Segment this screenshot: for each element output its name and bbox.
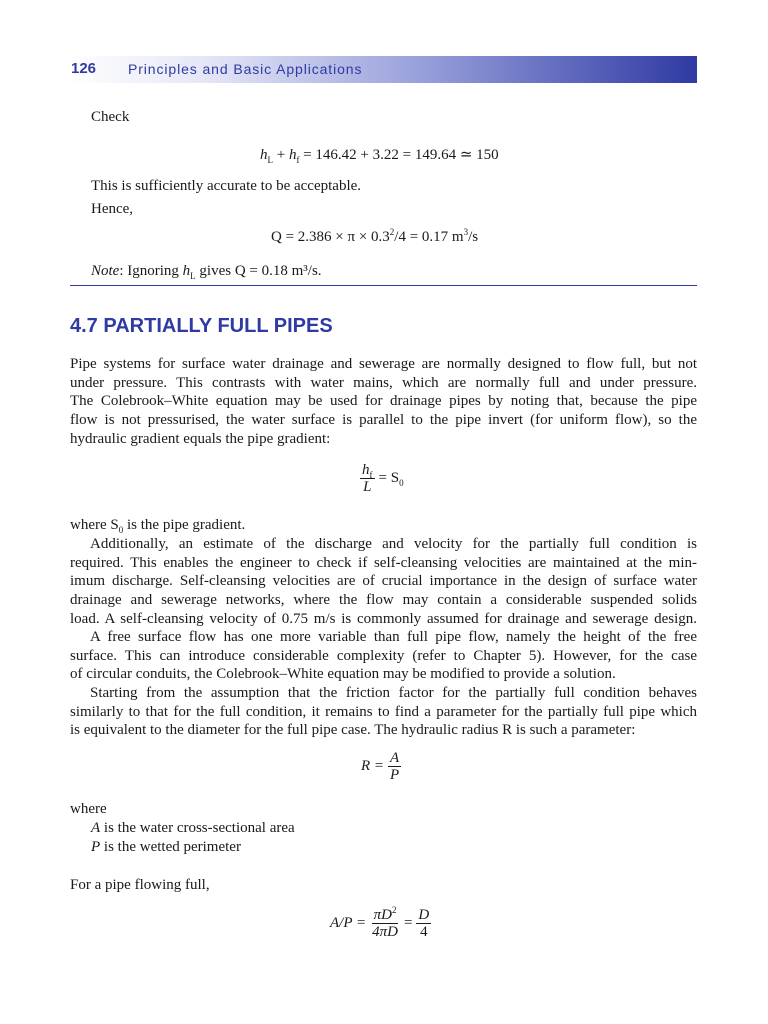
para1-line: under pressure. This contrasts with water mains, which are normally full and under pressure. <box>70 374 697 391</box>
para1-line: flow is not pressurised, the water surface is parallel to the pipe invert (for uniform flow), so the <box>70 412 697 429</box>
paragraph-hydraulic-radius <box>70 684 697 740</box>
eq-q-part1: Q = 2.386 × π × 0.3 <box>271 229 390 245</box>
note-h: h <box>182 263 191 279</box>
eq-ap-num1-sup: 2 <box>391 905 397 915</box>
eq-q-part2: /4 = 0.17 m <box>394 229 464 245</box>
eq-ap-den2: 4 <box>420 924 428 940</box>
para3-line: A free surface flow has one more variable than full pipe flow, namely the height of the free <box>90 629 697 645</box>
paragraph-estimate <box>70 535 697 629</box>
paragraph-intro <box>70 355 697 449</box>
where-s0-a: where S <box>70 517 119 533</box>
where-s0-b: is the pipe gradient. <box>123 517 246 533</box>
para4-line: Starting from the assumption that the friction factor for the partially full condition behaves <box>90 685 697 701</box>
equation-gradient <box>360 462 404 495</box>
eq-ap-num1: πD <box>373 907 392 923</box>
page-number: 126 <box>71 60 97 77</box>
note-text-b: gives Q = 0.18 m³/s. <box>195 263 322 279</box>
eq-hf-den: L <box>363 479 372 495</box>
where-s0-sub: 0 <box>118 525 124 535</box>
section-heading: 4.7 PARTIALLY FULL PIPES <box>70 315 333 337</box>
running-title: Principles and Basic Applications <box>128 61 363 77</box>
full-pipe-text: For a pipe flowing full, <box>70 877 210 893</box>
where-s0 <box>70 516 245 535</box>
accurate-text: This is sufficiently accurate to be acceptable. <box>91 178 362 194</box>
note-label: Note <box>91 263 120 279</box>
eq-q-sup1: 2 <box>389 227 395 237</box>
para4-line: is equivalent to the diameter for the full pipe case. The hydraulic radius R is such a parameter: <box>70 722 636 739</box>
eq-ap-equals: = <box>403 915 413 931</box>
eq-check-h2-sub: f <box>296 155 300 165</box>
where-item-text: is the wetted perimeter <box>100 839 241 855</box>
para4-line: similarly to that for the full condition, it remains to find a parameter for the partially full pipe which <box>70 703 697 720</box>
where-item <box>91 819 295 838</box>
where-item <box>91 838 241 857</box>
eq-r-den: P <box>390 767 400 783</box>
para2-line: drainage and sewerage networks, where the flow may contain a considerable suspended solids <box>70 592 697 609</box>
eq-ap-fraction-1 <box>370 907 400 940</box>
para2-line: imum discharge. Self-cleansing velocities are of crucial importance in the design of surface water <box>70 573 697 590</box>
eq-hf-num-sub: f <box>369 470 373 480</box>
para2-line: Additionally, an estimate of the discharge and velocity for the partially full condition is <box>90 536 697 552</box>
eq-check-h1-sub: L <box>267 155 273 165</box>
eq-check-plus: + <box>273 147 289 163</box>
equation-check <box>260 146 499 165</box>
eq-r-fraction <box>388 750 401 783</box>
equation-area-perimeter <box>330 907 431 940</box>
note-text-a: : Ignoring <box>119 263 183 279</box>
eq-check-rhs: = 146.42 + 3.22 = 149.64 ≃ 150 <box>299 147 499 163</box>
check-label: Check <box>91 109 130 125</box>
para2-line: load. A self-cleansing velocity of 0.75 m/s is commonly assumed for drainage and sewerage design. <box>70 610 697 627</box>
where-label: where <box>70 801 107 817</box>
eq-ap-lhs: A/P = <box>330 915 367 931</box>
section-divider <box>70 285 697 286</box>
where-item-symbol: P <box>91 839 101 855</box>
eq-ap-den1: 4πD <box>372 924 398 940</box>
para3-line: of circular conduits, the Colebrook–White equation may be modified to provide a solution. <box>70 666 616 683</box>
where-item-text: is the water cross-sectional area <box>100 820 295 836</box>
equation-discharge <box>271 228 478 247</box>
eq-hf-fraction <box>360 462 375 495</box>
hence-text: Hence, <box>91 201 134 217</box>
note-h-sub: L <box>190 271 196 281</box>
eq-hf-rhs: = S <box>378 470 400 486</box>
where-item-symbol: A <box>91 820 101 836</box>
paragraph-free-surface <box>70 628 697 684</box>
para3-line: surface. This can introduce considerable complexity (refer to Chapter 5). However, for the case <box>70 647 697 664</box>
eq-q-part3: /s <box>468 229 479 245</box>
eq-r-lhs: R = <box>361 758 385 774</box>
eq-check-h2: h <box>288 147 297 163</box>
eq-q-sup2: 3 <box>463 227 469 237</box>
note-line <box>91 262 322 281</box>
eq-check-h1: h <box>260 147 268 163</box>
equation-hydraulic-radius <box>361 750 401 783</box>
para1-line: The Colebrook–White equation may be used for drainage pipes by noting that, because the pipe <box>70 393 697 410</box>
eq-ap-fraction-2 <box>416 907 431 940</box>
eq-hf-rhs-sub: 0 <box>399 478 404 488</box>
eq-r-num: A <box>390 750 400 766</box>
para1-line: hydraulic gradient equals the pipe gradient: <box>70 430 331 447</box>
eq-ap-num2: D <box>418 907 430 923</box>
para1-line: Pipe systems for surface water drainage and sewerage are normally designed to flow full, but not <box>70 356 697 372</box>
para2-line: required. This enables the engineer to check if self-cleansing velocities are maintained at the min- <box>70 554 697 571</box>
eq-hf-num: h <box>362 462 370 478</box>
